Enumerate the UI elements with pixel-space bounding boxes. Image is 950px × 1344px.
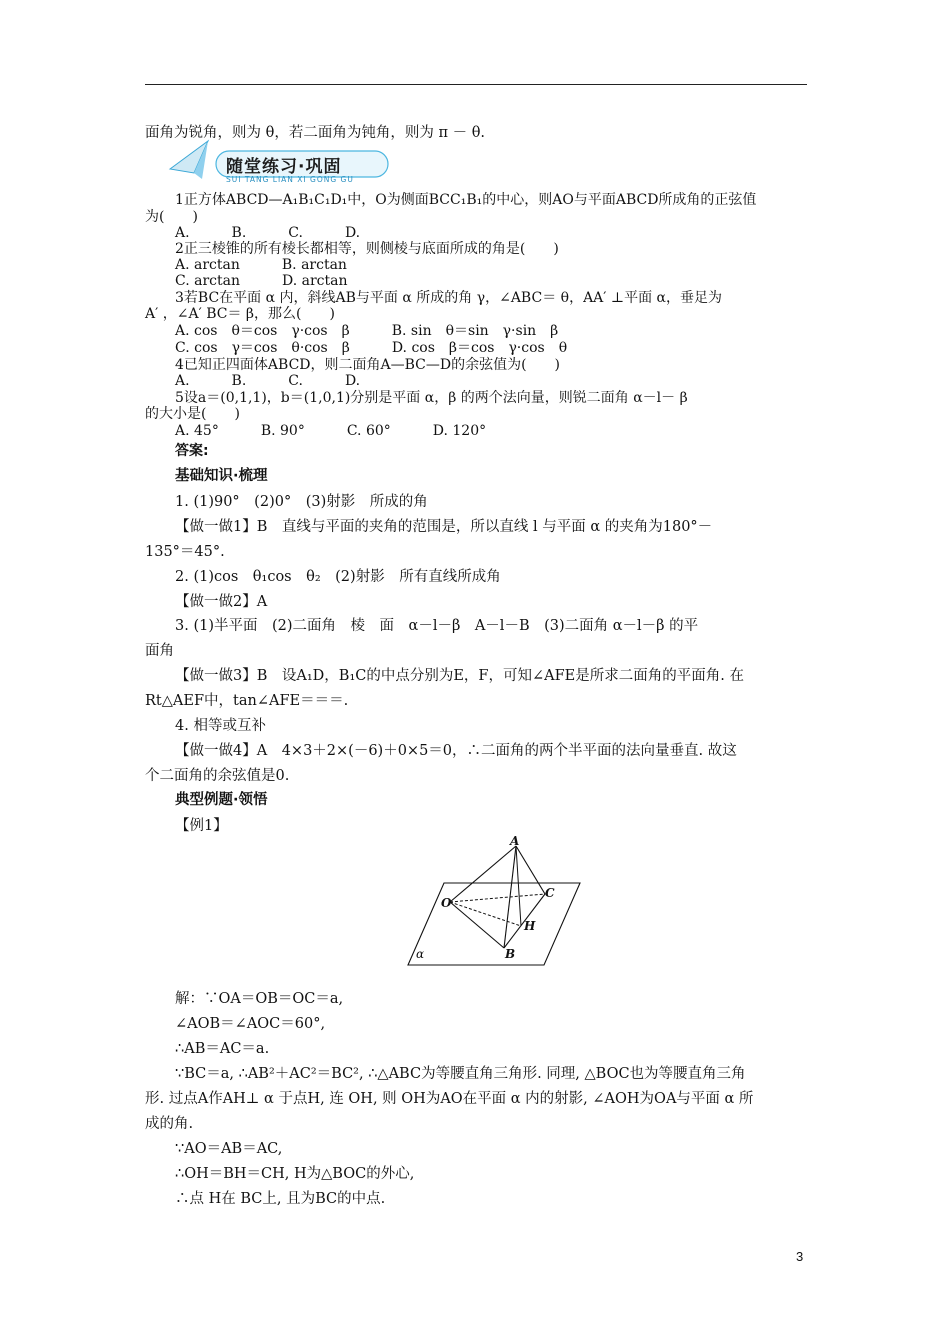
answer-line: Rt△AEF中，tan∠AFE＝＝＝. [145,693,349,709]
solution-line: 形. 过点A作AH⊥ α 于点H, 连 OH, 则 OH为AO在平面 α 内的射影, ∠AOH为OA与平面 α 所 [145,1091,754,1107]
solution-line: ∵AO＝AB＝AC, [175,1141,283,1157]
practice-line: 2正三棱锥的所有棱长都相等，则侧棱与底面所成的角是( ) [175,241,559,257]
solution-line: ∴点 H在 BC上, 且为BC的中点. [175,1191,386,1207]
label-B: B [505,947,516,961]
solution-line: ∵BC＝a, ∴AB²＋AC²＝BC², ∴△ABC为等腰直角三角形. 同理, △BOC也为等腰直角三角 [175,1066,746,1082]
answer-line: 2. (1)cos θ₁cos θ₂ (2)射影 所有直线所成角 [175,569,501,585]
practice-line: A. 45° B. 90° C. 60° D. 120° [175,423,487,439]
header-line: 面角为锐角，则为 θ，若二面角为钝角，则为 π － θ. [145,125,486,141]
practice-line: 为( ) [145,209,198,225]
answer-line: 4. 相等或互补 [175,718,266,734]
practice-line: A′ ，∠A′ BC＝ β，那么( ) [145,306,335,322]
section-title-basics: 基础知识·梳理 [175,468,268,484]
practice-line: A. B. C. D. [175,373,361,389]
solution-line: ∴OH＝BH＝CH, H为△BOC的外心, [175,1166,415,1182]
practice-line: A. B. C. D. [175,225,361,241]
page-number: 3 [796,1249,804,1264]
practice-line: C. arctan D. arctan [175,273,348,289]
practice-line: A. arctan B. arctan [175,257,347,273]
label-C: C [545,886,555,900]
section-title-examples: 典型例题·领悟 [175,792,268,808]
practice-line: C. cos γ＝cos θ·cos β D. cos β＝cos γ·cos θ [175,340,568,356]
solution-line: ∴AB＝AC＝a. [175,1041,270,1057]
answer-line: 【做一做3】B 设A₁D，B₁C的中点分别为E，F，可知∠AFE是所求二面角的平面角. 在 [175,668,744,684]
answer-line: 【做一做1】B 直线与平面的夹角的范围是，所以直线 l 与平面 α 的夹角为180°－ [175,519,713,535]
practice-line: 4已知正四面体ABCD，则二面角A—BC—D的余弦值为( ) [175,357,561,373]
solution-line: ∠AOB＝∠AOC＝60°, [175,1016,326,1032]
label-A: A [510,834,520,848]
practice-line: A. cos θ＝cos γ·cos β B. sin θ＝sin γ·sin β [175,323,559,339]
answer-line: 135°＝45°. [145,544,225,560]
banner-subtitle: SUI TANG LIAN XI GONG GU [226,175,354,184]
practice-line: 1正方体ABCD—A₁B₁C₁D₁中，O为侧面BCC₁B₁的中心，则AO与平面ABCD所成角的正弦值 [175,192,757,208]
solution-line: 成的角. [145,1116,194,1132]
answer-line: 【做一做2】A [175,594,268,610]
example-label: 【例1】 [175,818,228,834]
label-O: O [441,896,452,910]
answer-line: 3. (1)半平面 (2)二面角 棱 面 α－l－β A－l－B (3)二面角 α－l－β 的平 [175,618,699,634]
answer-line: 面角 [145,643,174,659]
practice-line: 的大小是( ) [145,406,240,422]
solution-line: 解：∵OA＝OB＝OC＝a, [175,991,344,1007]
geometry-figure [404,834,586,968]
label-H: H [524,919,536,933]
header-rule [145,84,807,85]
practice-line: 5设a＝(0,1,1)，b＝(1,0,1)分别是平面 α，β 的两个法向量，则锐二面角 α－l－ β [175,390,688,406]
answer-line: 个二面角的余弦值是0. [145,768,290,784]
answers-title: 答案: [175,443,209,459]
banner-title: 随堂练习·巩固 [226,157,342,177]
answer-line: 1. (1)90° (2)0° (3)射影 所成的角 [175,494,428,510]
section-banner [168,139,400,189]
label-alpha: α [416,947,425,961]
answer-line: 【做一做4】A 4×3＋2×(－6)＋0×5＝0，∴二面角的两个半平面的法向量垂直. 故这 [175,743,737,759]
practice-line: 3若BC在平面 α 内，斜线AB与平面 α 所成的角 γ，∠ABC＝ θ，AA′ ⊥平面 α，垂足为 [175,290,722,306]
